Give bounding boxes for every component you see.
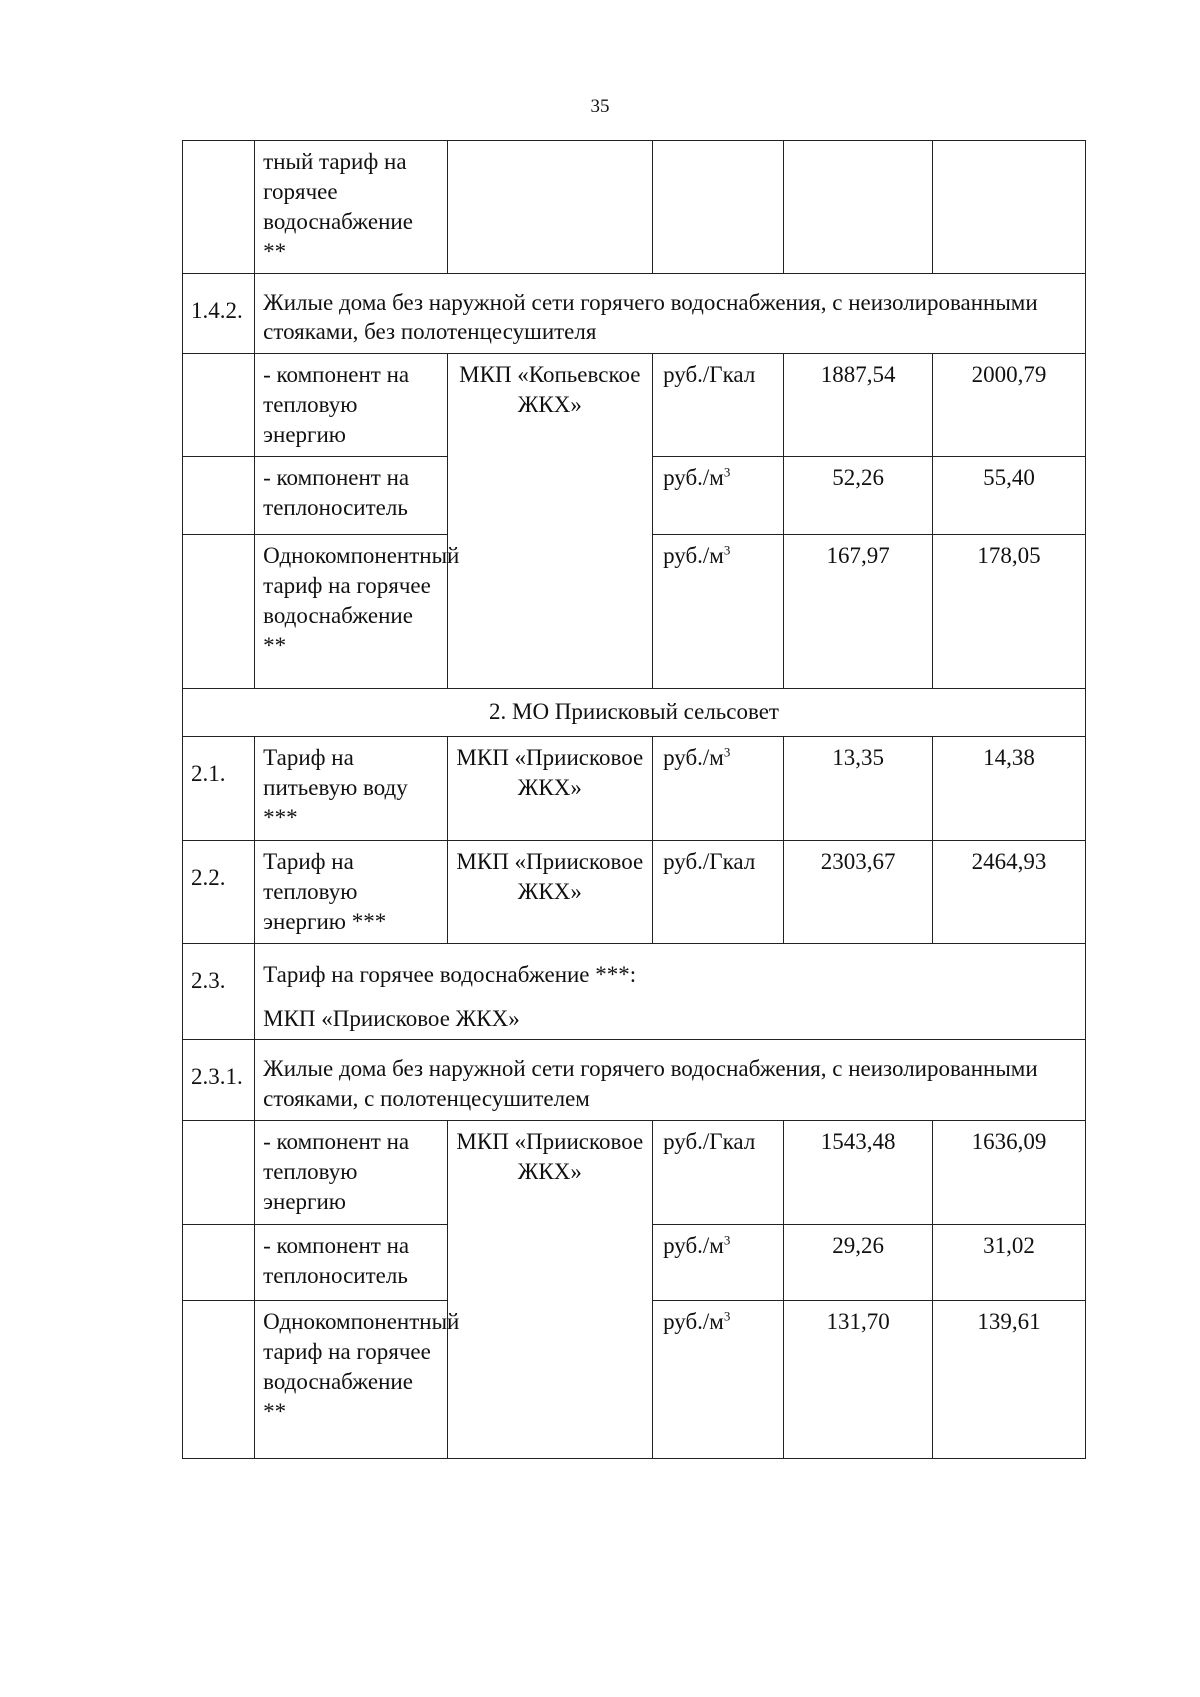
unit-text: руб./м (663, 745, 724, 771)
unit-cell (653, 737, 784, 841)
organization-cell: МКП «Приисковое ЖКХ» (447, 1121, 653, 1459)
organization-line: МКП «Приисковое ЖКХ» (263, 1005, 520, 1031)
value-cell: 1887,54 (784, 354, 933, 457)
unit-cell (653, 141, 784, 274)
row-number-cell (183, 1301, 255, 1459)
unit-text: руб./м (663, 1233, 724, 1259)
unit-superscript: 3 (723, 1308, 731, 1324)
row-number-cell (183, 354, 255, 457)
unit-cell (653, 1301, 784, 1459)
table-row (183, 1121, 1086, 1225)
row-number-cell (183, 535, 255, 689)
unit-text: руб./Гкал (663, 849, 756, 875)
table-row (183, 841, 1086, 944)
tariff-name-cell: - компонент на теплоноситель (255, 457, 447, 535)
unit-cell (653, 1121, 784, 1225)
table-row (183, 273, 1086, 354)
row-number-cell (183, 1121, 255, 1225)
row-number-cell (183, 1225, 255, 1301)
unit-superscript: 3 (723, 542, 731, 558)
unit-text: руб./м (663, 543, 724, 569)
tariff-name-cell: тный тариф на горячее водоснабжение ** (255, 141, 447, 274)
unit-cell (653, 457, 784, 535)
tariff-name-cell: Однокомпонентный тариф на горячее водоснабжение ** (255, 1301, 447, 1459)
unit-superscript: 3 (723, 744, 731, 760)
unit-cell (653, 535, 784, 689)
unit-text: руб./м (663, 465, 724, 491)
page-number: 35 (590, 96, 610, 117)
value-cell: 167,97 (784, 535, 933, 689)
tariff-name-cell: - компонент на теплоноситель (255, 1225, 447, 1301)
value-cell: 31,02 (932, 1225, 1085, 1301)
value-cell: 1543,48 (784, 1121, 933, 1225)
table-row (183, 737, 1086, 841)
value-cell: 52,26 (784, 457, 933, 535)
row-number-cell: 2.3. (183, 943, 255, 1040)
unit-cell (653, 841, 784, 944)
value-cell: 1636,09 (932, 1121, 1085, 1225)
unit-text: руб./Гкал (663, 362, 756, 388)
unit-cell (653, 1225, 784, 1301)
row-number-cell: 1.4.2. (183, 273, 255, 354)
value-cell (784, 141, 933, 274)
row-number-cell: 2.1. (183, 737, 255, 841)
table-row (183, 141, 1086, 274)
value-cell: 178,05 (932, 535, 1085, 689)
section-heading-cell: 2. МО Приисковый сельсовет (183, 689, 1086, 737)
category-heading-cell: Жилые дома без наружной сети горячего водоснабжения, с неизолированными стояками, без полотенцесушителя (255, 273, 1086, 354)
category-heading-cell: Жилые дома без наружной сети горячего водоснабжения, с неизолированными стояками, с полотенцесушителем (255, 1040, 1086, 1121)
row-number-cell: 2.2. (183, 841, 255, 944)
category-heading-cell (255, 943, 1086, 1040)
organization-cell (447, 141, 653, 274)
tariff-name-cell: Тариф на питьевую воду *** (255, 737, 447, 841)
tariff-table (182, 140, 1086, 1459)
value-cell: 29,26 (784, 1225, 933, 1301)
tariff-name-cell: - компонент на тепловую энергию (255, 354, 447, 457)
organization-cell: МКП «Копьевское ЖКХ» (447, 354, 653, 689)
unit-text: руб./м (663, 1309, 724, 1335)
unit-superscript: 3 (723, 464, 731, 480)
value-cell: 14,38 (932, 737, 1085, 841)
value-cell: 131,70 (784, 1301, 933, 1459)
value-cell (932, 141, 1085, 274)
unit-superscript: 3 (723, 1232, 731, 1248)
row-number-cell (183, 457, 255, 535)
value-cell: 139,61 (932, 1301, 1085, 1459)
tariff-name-cell: - компонент на тепловую энергию (255, 1121, 447, 1225)
table-row (183, 689, 1086, 737)
table-row (183, 1040, 1086, 1121)
row-number-cell: 2.3.1. (183, 1040, 255, 1121)
value-cell: 2464,93 (932, 841, 1085, 944)
unit-cell (653, 354, 784, 457)
value-cell: 2000,79 (932, 354, 1085, 457)
row-number-cell (183, 141, 255, 274)
table-row (183, 943, 1086, 1040)
value-cell: 13,35 (784, 737, 933, 841)
hot-water-tariff-heading: Тариф на горячее водоснабжение ***: (263, 961, 637, 987)
tariff-name-cell: Однокомпонентный тариф на горячее водоснабжение ** (255, 535, 447, 689)
value-cell: 55,40 (932, 457, 1085, 535)
tariff-name-cell: Тариф на тепловую энергию *** (255, 841, 447, 944)
organization-cell: МКП «Приисковое ЖКХ» (447, 841, 653, 944)
unit-text: руб./Гкал (663, 1129, 756, 1155)
table-row (183, 354, 1086, 457)
value-cell: 2303,67 (784, 841, 933, 944)
organization-cell: МКП «Приисковое ЖКХ» (447, 737, 653, 841)
